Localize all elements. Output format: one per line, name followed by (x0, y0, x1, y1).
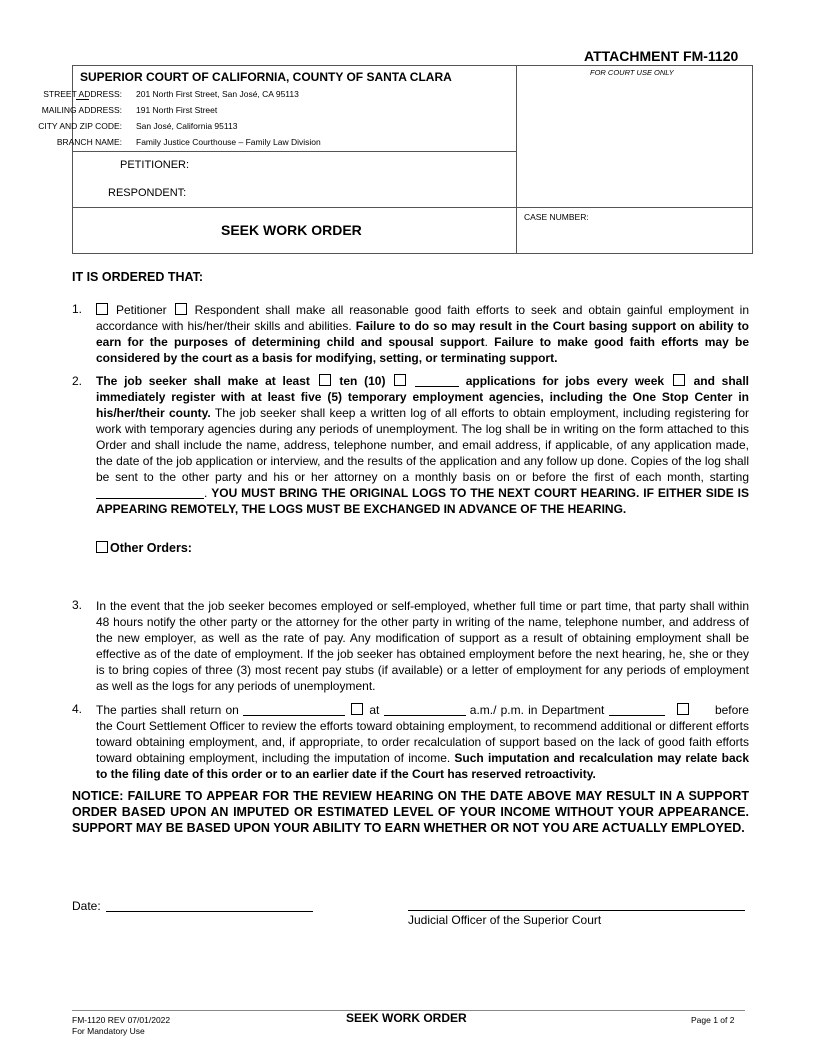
paragraph-1 (96, 302, 749, 366)
notice-paragraph: NOTICE: FAILURE TO APPEAR FOR THE REVIEW HEARING ON THE DATE ABOVE MAY RESULT IN A SUPPORT ORDER BASED UPON AN IMPUTED OR ESTIMATED LEVEL OF YOUR INCOME WITHOUT YOUR APPEARANCE. SUPPORT MAY BE BASED UPON YOUR ABILITY TO EARN WHETHER OR NOT YOU ARE ACTUALLY EMPLOYED. (72, 789, 749, 835)
p1-bold-warning-2: Failure to make good faith efforts may be considered by the court as a basis for modifying, setting, or terminating support. (96, 335, 749, 365)
city-zip-label: CITY AND ZIP CODE: (38, 121, 122, 131)
paragraph-3: In the event that the job seeker becomes employed or self-employed, whether full time or part time, that party shall within 48 hours notify the other party or the attorney for the other party in writing of the name, telephone number, and address of the new employer, as well as the rate of pay. Any modification of support as a result of obtaining employment shall be effective as of the date of employment. If the job seeker has obtained employment before the next hearing, he, she or they is to bring copies of three (3) most recent pay stubs (if available) or a letter of employment for any periods of employment as well as the logs for any periods of unemployment. (96, 599, 749, 693)
court-name-underline (76, 99, 89, 100)
item-number-3: 3. (72, 598, 83, 612)
petitioner-label: PETITIONER: (120, 159, 190, 171)
paragraph-4 (96, 702, 749, 782)
item-number-2: 2. (72, 374, 83, 388)
department-checkbox[interactable] (677, 703, 689, 715)
p2-bold-d: and shall immediately register with at least five (5) temporary employment agencies, including the One Stop Center in his/her/their county. (96, 374, 749, 420)
log-start-date-field[interactable] (96, 487, 204, 499)
attachment-title: ATTACHMENT FM-1120 (584, 48, 739, 64)
other-orders-row (96, 541, 192, 555)
case-number-label: CASE NUMBER: (524, 212, 589, 222)
p2-bold-c: applications for jobs every week (465, 374, 665, 388)
return-date-field[interactable] (243, 704, 345, 716)
judicial-signature-field[interactable] (408, 910, 745, 911)
p4-bold-retroactivity: Such imputation and recalculation may relate back to the filing date of this order or to an earlier date if the Court has reserved retroactivity. (96, 751, 749, 781)
caption-divider-title (72, 207, 753, 208)
respondent-checkbox[interactable] (175, 303, 187, 315)
other-orders-label: Other Orders: (110, 541, 192, 555)
petitioner-checkbox[interactable] (96, 303, 108, 315)
page-number: Page 1 of 2 (691, 1015, 735, 1025)
branch-name-row (0, 137, 321, 147)
form-revision: FM-1120 REV 07/01/2022 (72, 1015, 171, 1025)
p2-separator: . (204, 486, 212, 500)
city-zip-row (0, 121, 237, 131)
date-label: Date: (72, 899, 101, 913)
department-field[interactable] (609, 704, 665, 716)
court-name: SUPERIOR COURT OF CALIFORNIA, COUNTY OF SANTA CLARA (80, 70, 452, 84)
p1-text: Respondent shall make all reasonable good faith efforts to seek and obtain gainful employment in accordance with his/her/their skills and abilities. (96, 303, 750, 333)
p2-bold-a: The job seeker shall make at least (96, 374, 310, 388)
footer-form-info (72, 1015, 170, 1037)
date-field[interactable] (106, 911, 313, 912)
mandatory-use: For Mandatory Use (72, 1026, 145, 1036)
p4-at-label: at (369, 703, 380, 717)
p2-bold-ten: ten (10) (339, 374, 386, 388)
custom-applications-field[interactable] (415, 375, 459, 387)
judicial-officer-label: Judicial Officer of the Superior Court (408, 913, 602, 927)
item-number-1: 1. (72, 302, 83, 316)
p4-text: before the Court Settlement Officer to review the efforts toward obtaining employment, to recommend additional or different efforts toward obtaining employment, and, if appropriate, to order recalculation of support based on the lack of good faith efforts toward obtaining employment, including the imputation of income. (96, 703, 749, 765)
document-title: SEEK WORK ORDER (221, 222, 362, 238)
ordered-heading: IT IS ORDERED THAT: (72, 270, 204, 284)
p1-bold-warning: Failure to do so may result in the Court basing support on ability to earn for the purposes of determining child and spousal support (96, 319, 749, 349)
custom-applications-checkbox[interactable] (394, 374, 406, 386)
city-zip-value: San José, California 95113 (136, 121, 238, 131)
mailing-address-label: MAILING ADDRESS: (41, 105, 122, 115)
paragraph-2 (96, 373, 749, 517)
caption-divider-vertical (516, 65, 517, 254)
other-orders-checkbox[interactable] (96, 541, 108, 553)
mailing-address-row (0, 105, 217, 115)
register-agencies-checkbox[interactable] (673, 374, 685, 386)
p2-bold-logs: YOU MUST BRING THE ORIGINAL LOGS TO THE NEXT COURT HEARING. IF EITHER SIDE IS APPEARING REMOTELY, THE LOGS MUST BE EXCHANGED IN ADVANCE OF THE HEARING. (96, 486, 750, 516)
return-date-checkbox[interactable] (351, 703, 363, 715)
p2-text: The job seeker shall keep a written log of all efforts to obtain employment, including registering for work with temporary agencies during any periods of unemployment. The log shall be in writing on the form attached to this Order and shall include the name, address, telephone number, and email address, if applicable, of any application made, the date of the job application or interview, and the results of the application and any follow up done. Copies of the log shall be sent to the other party and his or her attorney on a monthly basis on or before the first of each month, starting (96, 406, 750, 484)
court-use-only-label: FOR COURT USE ONLY (590, 68, 674, 77)
caption-divider-parties (72, 151, 516, 152)
mailing-address-value: 191 North First Street (136, 105, 218, 115)
ten-applications-checkbox[interactable] (319, 374, 331, 386)
street-address-value: 201 North First Street, San José, CA 95113 (136, 89, 299, 99)
footer-title: SEEK WORK ORDER (346, 1011, 467, 1025)
return-time-field[interactable] (384, 704, 466, 716)
item-number-4: 4. (72, 702, 83, 716)
street-address-row (0, 89, 299, 99)
p4-department-label: a.m./ p.m. in Department (469, 703, 605, 717)
petitioner-option-label: Petitioner (115, 303, 167, 317)
branch-name-label: BRANCH NAME: (56, 137, 122, 147)
street-address-label: STREET ADDRESS: (43, 89, 122, 99)
respondent-label: RESPONDENT: (108, 187, 187, 199)
p4-return-label: The parties shall return on (96, 703, 239, 717)
branch-name-value: Family Justice Courthouse – Family Law Division (136, 137, 321, 147)
p1-separator: . (484, 335, 495, 349)
